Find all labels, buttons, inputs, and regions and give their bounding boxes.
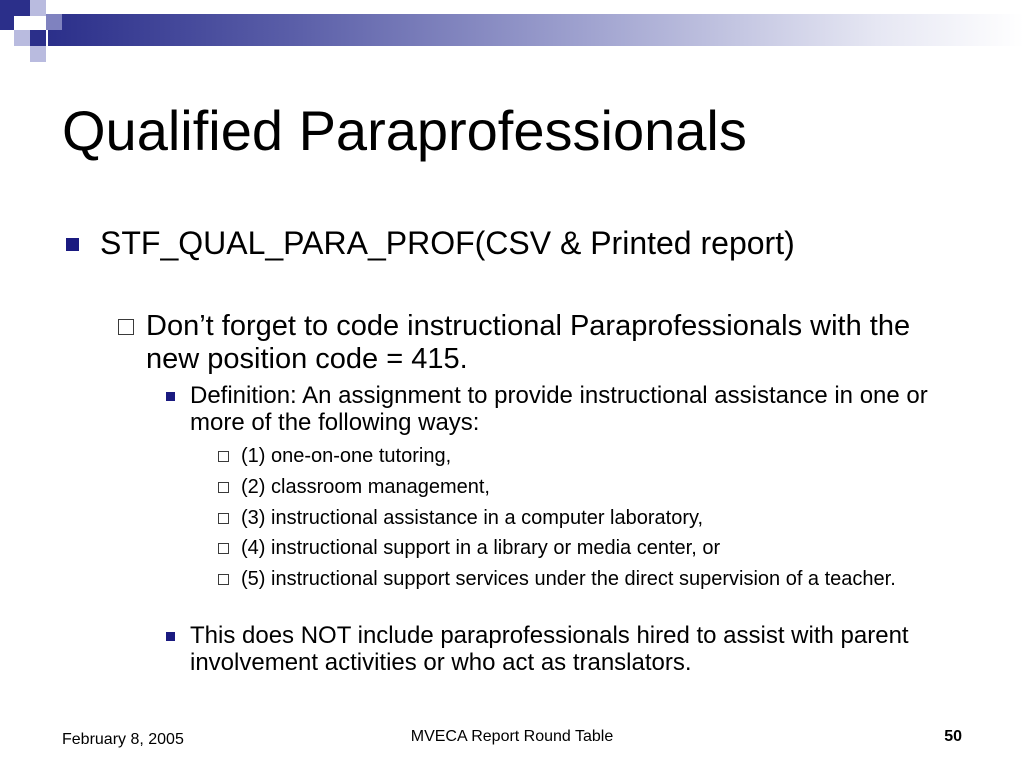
level3-bullet-icon [166, 632, 175, 641]
bullet-level2-text: Don’t forget to code instructional Paraprofessionals with the new position code = 415. [146, 310, 911, 375]
way-item-4: (4) instructional support in a library or media center, or [241, 537, 721, 559]
slide-title: Qualified Paraprofessionals [62, 99, 747, 162]
slide-number: 50 [944, 728, 962, 745]
bullet-level1-text: STF_QUAL_PARA_PROF(CSV & Printed report) [100, 225, 795, 261]
level4-bullet-icon [218, 482, 229, 493]
level3-bullet-icon [166, 392, 175, 401]
way-item-5: (5) instructional support services under the direct supervision of a teacher. [241, 568, 896, 590]
level4-bullet-icon [218, 574, 229, 585]
level1-bullet-icon [66, 238, 79, 251]
level2-bullet-icon [118, 319, 134, 335]
footer-date: February 8, 2005 [62, 731, 184, 748]
level4-bullet-icon [218, 451, 229, 462]
exclusion-text: This does NOT include paraprofessionals hired to assist with parent involvement activities or who act as translators. [190, 622, 909, 676]
way-item-1: (1) one-on-one tutoring, [241, 445, 452, 467]
level4-bullet-icon [218, 513, 229, 524]
level4-bullet-icon [218, 543, 229, 554]
footer-title: MVECA Report Round Table [410, 728, 614, 745]
way-item-2: (2) classroom management, [241, 476, 490, 498]
header-gradient-bar [48, 14, 1024, 46]
way-item-3: (3) instructional assistance in a computer laboratory, [241, 507, 704, 529]
definition-text: Definition: An assignment to provide instructional assistance in one or more of the following ways: [190, 382, 928, 436]
